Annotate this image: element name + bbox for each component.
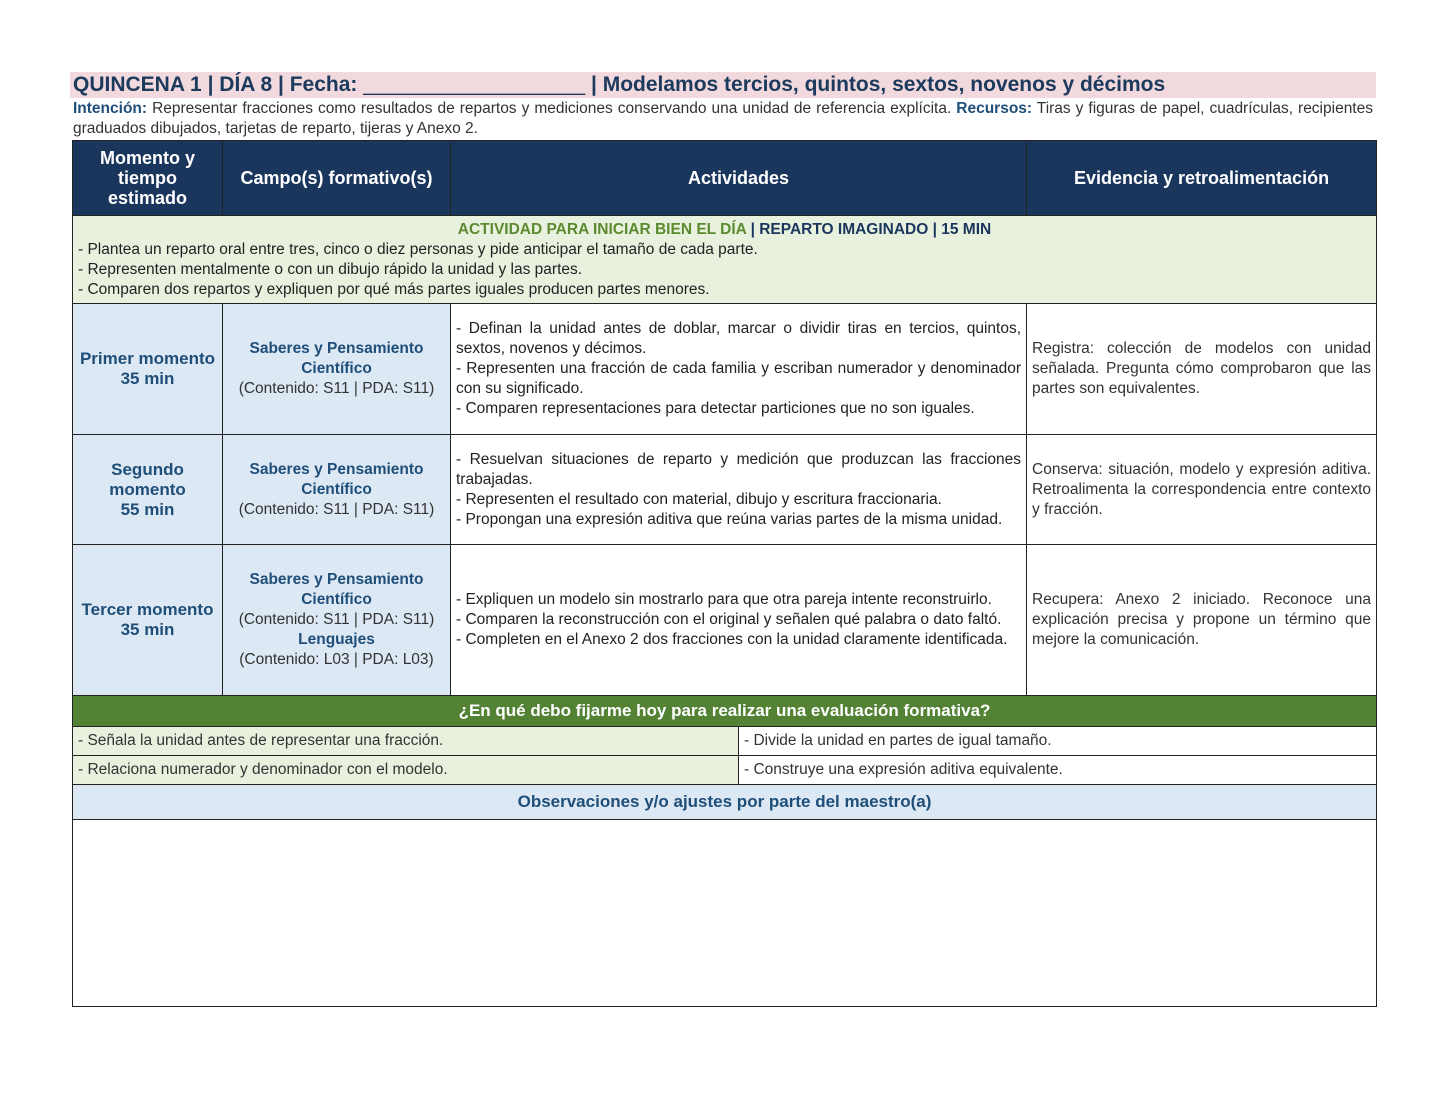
observations-area-row [73, 820, 1377, 1007]
activity-item: - Representen una fracción de cada familia y escriban numerador y denominador con su significado. [456, 360, 1022, 397]
activities-cell [451, 545, 1027, 696]
field-cell [223, 304, 451, 435]
field-name: Saberes y Pensamiento Científico [249, 460, 424, 498]
resources-label: Recursos: [956, 100, 1033, 117]
moment-time: 35 min [120, 620, 175, 639]
title-prefix: QUINCENA 1 | DÍA 8 | Fecha: [73, 73, 364, 96]
moment-time: 35 min [120, 369, 175, 388]
intent-paragraph [70, 99, 1376, 139]
field-content: (Contenido: S11 | PDA: S11) [238, 500, 435, 518]
start-activity-line: - Comparen dos repartos y expliquen por qué más partes iguales producen partes menores. [78, 280, 710, 298]
activities-cell [451, 435, 1027, 545]
start-activity-line: - Representen mentalmente o con un dibujo rápido la unidad y las partes. [78, 260, 583, 278]
activity-item: - Representen el resultado con material, dibujo y escritura fraccionaria. [456, 490, 942, 508]
moment-cell [73, 304, 223, 435]
criterion: - Señala la unidad antes de representar una fracción. [73, 727, 739, 756]
field-cell [223, 435, 451, 545]
observations-header-row [73, 785, 1377, 820]
evidence-cell: Recupera: Anexo 2 iniciado. Reconoce una explicación precisa y propone un término que mejore la comunicación. [1027, 545, 1377, 696]
moment-time: 55 min [120, 499, 175, 519]
column-header-activities: Actividades [451, 141, 1027, 216]
column-header-evidence: Evidencia y retroalimentación [1027, 141, 1377, 216]
moment-cell [73, 435, 223, 545]
field-cell [223, 545, 451, 696]
evaluation-title: ¿En qué debo fijarme hoy para realizar una evaluación formativa? [73, 696, 1377, 727]
evidence-cell: Conserva: situación, modelo y expresión aditiva. Retroalimenta la correspondencia entre contexto y fracción. [1027, 435, 1377, 545]
moment-name: Tercer momento [81, 600, 214, 619]
moment-name: Primer momento [79, 349, 216, 368]
observations-title: Observaciones y/o ajustes por parte del maestro(a) [73, 785, 1377, 820]
field-name: Lenguajes [298, 631, 375, 648]
activity-item: - Comparen la reconstrucción con el original y señalen qué palabra o dato faltó. [456, 611, 1002, 628]
activity-item: - Comparen representaciones para detectar particiones que no son iguales. [456, 400, 975, 417]
activity-item: - Completen en el Anexo 2 dos fracciones con la unidad claramente identificada. [456, 631, 1008, 648]
criteria-row [73, 756, 1377, 785]
criterion: - Relaciona numerador y denominador con el modelo. [73, 756, 739, 785]
start-activity-heading [78, 220, 1371, 240]
field-name: Saberes y Pensamiento Científico [249, 340, 424, 377]
moment-row-third [73, 545, 1377, 696]
criterion: - Divide la unidad en partes de igual tamaño. [739, 727, 1377, 756]
activity-item: - Resuelvan situaciones de reparto y medición que produzcan las fracciones trabajadas. [456, 450, 1022, 488]
evaluation-header-row [73, 696, 1377, 727]
intent-label: Intención: [73, 100, 148, 117]
plan-table [72, 140, 1377, 1007]
column-header-field: Campo(s) formativo(s) [223, 141, 451, 216]
lesson-plan-sheet [70, 72, 1376, 1007]
moment-row-second [73, 435, 1377, 545]
page-title [70, 72, 1376, 98]
activity-item: - Propongan una expresión aditiva que reúna varias partes de la misma unidad. [456, 510, 1003, 528]
activity-item: - Expliquen un modelo sin mostrarlo para que otra pareja intente reconstruirlo. [456, 591, 992, 608]
activities-cell [451, 304, 1027, 435]
start-activity-row [73, 216, 1377, 304]
activity-item: - Definan la unidad antes de doblar, marcar o dividir tiras en tercios, quintos, sextos, novenos y décimos. [456, 320, 1022, 357]
date-blank: ___________________ [363, 73, 586, 96]
moment-row-first [73, 304, 1377, 435]
moment-cell [73, 545, 223, 696]
title-suffix: | Modelamos tercios, quintos, sextos, novenos y décimos [585, 73, 1166, 96]
field-name: Saberes y Pensamiento Científico [249, 571, 424, 608]
resources-text: Tiras y figuras de papel, cuadrículas, recipientes graduados dibujados, tarjetas de reparto, tijeras y Anexo 2. [73, 100, 1373, 137]
start-activity-label: ACTIVIDAD PARA INICIAR BIEN EL DÍA [457, 220, 747, 238]
evidence-cell: Registra: colección de modelos con unidad señalada. Pregunta cómo comprobaron que las partes son equivalentes. [1027, 304, 1377, 435]
start-activity-line: - Plantea un reparto oral entre tres, cinco o diez personas y pide anticipar el tamaño de cada parte. [78, 240, 758, 258]
column-header-moment: Momento y tiempo estimado [73, 141, 223, 216]
start-activity-cell [73, 216, 1377, 304]
intent-text: Representar fracciones como resultados de repartos y mediciones conservando una unidad de referencia explícita. [147, 100, 957, 117]
criteria-row [73, 727, 1377, 756]
criterion: - Construye una expresión aditiva equivalente. [739, 756, 1377, 785]
field-content: (Contenido: S11 | PDA: S11) [238, 380, 435, 397]
moment-name: Segundo momento [109, 459, 186, 499]
field-content: (Contenido: L03 | PDA: L03) [239, 651, 434, 668]
observations-area[interactable] [73, 820, 1377, 1007]
start-activity-detail: | REPARTO IMAGINADO | 15 MIN [746, 220, 992, 238]
field-content: (Contenido: S11 | PDA: S11) [238, 611, 435, 628]
table-header-row [73, 141, 1377, 216]
